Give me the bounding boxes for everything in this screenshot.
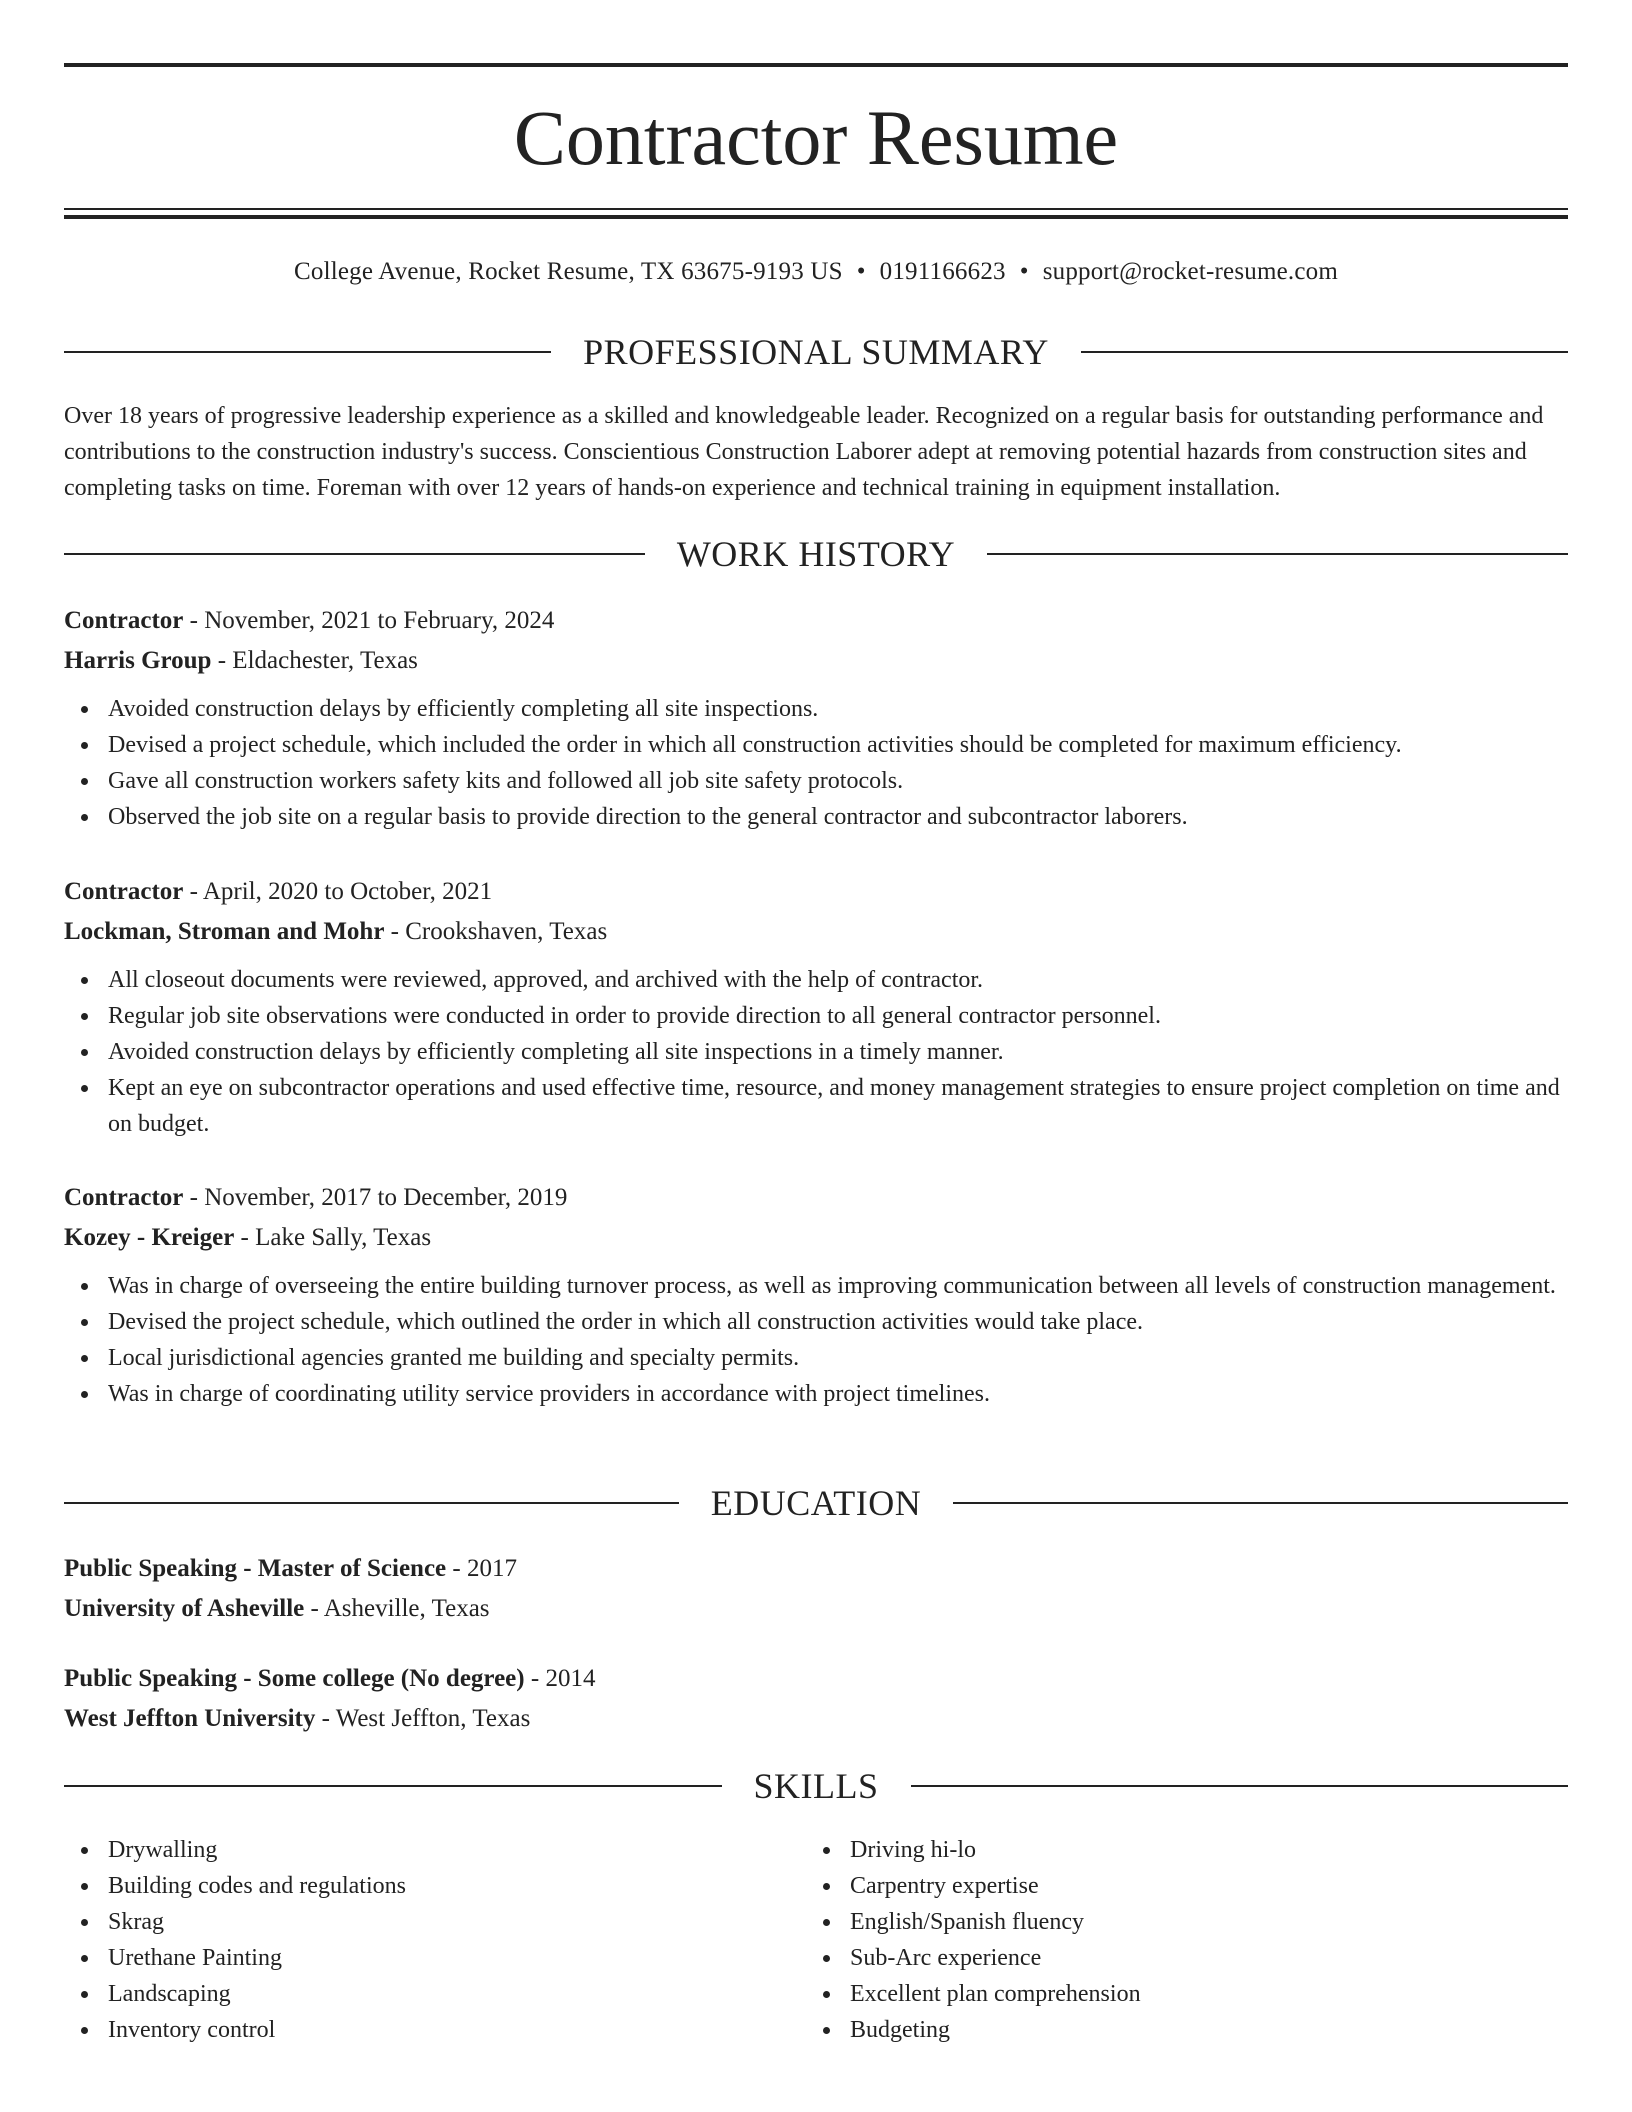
- list-item: Was in charge of coordinating utility service providers in accordance with project timelines.: [108, 1376, 1568, 1412]
- job-title-line: [64, 872, 1568, 912]
- heading-rule-left: [64, 553, 645, 555]
- education-location: Asheville, Texas: [323, 1595, 490, 1622]
- list-item: All closeout documents were reviewed, approved, and archived with the help of contractor.: [108, 962, 1568, 998]
- list-item: Skrag: [108, 1904, 806, 1940]
- summary-heading-text: PROFESSIONAL SUMMARY: [583, 332, 1049, 372]
- job-title: Contractor: [64, 878, 184, 905]
- job-company: Lockman, Stroman and Mohr: [64, 918, 385, 945]
- job-bullets: [64, 1268, 1568, 1412]
- dash: -: [183, 607, 205, 634]
- education-school-line: [64, 1699, 1568, 1739]
- job-bullets: [64, 962, 1568, 1142]
- skills-column-left: [64, 1832, 806, 2048]
- education-degree-line: [64, 1659, 1568, 1699]
- list-item: Devised a project schedule, which included the order in which all construction activities should be completed for maximum efficiency.: [108, 727, 1568, 763]
- contact-phone: 0191166623: [879, 258, 1006, 285]
- education-degree-line: [64, 1549, 1568, 1589]
- education-entry-1: [64, 1549, 1568, 1629]
- work-history-heading: [64, 532, 1568, 576]
- dash: -: [183, 1184, 205, 1211]
- list-item: Budgeting: [850, 2012, 1548, 2048]
- dash: -: [211, 647, 233, 674]
- job-entry-3: [64, 1178, 1568, 1412]
- education-location: West Jeffton, Texas: [335, 1705, 531, 1732]
- education-school-line: [64, 1589, 1568, 1629]
- heading-rule-left: [64, 351, 551, 353]
- list-item: English/Spanish fluency: [850, 1904, 1548, 1940]
- education-heading-text: EDUCATION: [710, 1483, 922, 1523]
- education-degree: Public Speaking - Master of Science: [64, 1555, 447, 1582]
- list-item: Regular job site observations were conducted in order to provide direction to all general contractor personnel.: [108, 998, 1568, 1034]
- job-bullets: [64, 691, 1568, 835]
- job-title-line: [64, 601, 1568, 641]
- dash: -: [234, 1224, 256, 1251]
- job-title: Contractor: [64, 1184, 184, 1211]
- job-location: Eldachester, Texas: [232, 647, 418, 674]
- job-company-line: [64, 641, 1568, 681]
- list-item: Urethane Painting: [108, 1940, 806, 1976]
- heading-rule-right: [987, 553, 1568, 555]
- dash: -: [446, 1555, 467, 1582]
- education-entry-2: [64, 1659, 1568, 1739]
- summary-heading: [64, 330, 1568, 374]
- header-bottom-rule-thin: [64, 208, 1568, 210]
- job-location: Lake Sally, Texas: [255, 1224, 432, 1251]
- job-entry-2: [64, 872, 1568, 1142]
- summary-text: Over 18 years of progressive leadership experience as a skilled and knowledgeable leader. Recognized on a regular basis for outstanding performance and contributions to the construction industry's success. Conscientious Construction Laborer adept at removing potential hazards from construction sites and completing tasks on time. Foreman with over 12 years of hands-on experience and technical training in equipment installation.: [64, 403, 1544, 501]
- education-degree: Public Speaking - Some college (No degree): [64, 1665, 525, 1692]
- heading-rule-right: [953, 1502, 1568, 1504]
- education-heading: [64, 1481, 1568, 1525]
- list-item: Excellent plan comprehension: [850, 1976, 1548, 2012]
- resume-title: Contractor Resume: [513, 94, 1119, 181]
- job-company: Harris Group: [64, 647, 212, 674]
- header-top-rule: [64, 63, 1568, 67]
- dash: -: [384, 918, 406, 945]
- list-item: Gave all construction workers safety kits and followed all job site safety protocols.: [108, 763, 1568, 799]
- heading-rule-left: [64, 1502, 679, 1504]
- list-item: Devised the project schedule, which outlined the order in which all construction activities would take place.: [108, 1304, 1568, 1340]
- contact-line: [64, 254, 1568, 290]
- header-bottom-rule-thick: [64, 215, 1568, 219]
- job-company-line: [64, 1218, 1568, 1258]
- education-school: University of Asheville: [64, 1595, 305, 1622]
- list-item: Avoided construction delays by efficiently completing all site inspections in a timely manner.: [108, 1034, 1568, 1070]
- heading-rule-right: [1081, 351, 1568, 353]
- list-item: Was in charge of overseeing the entire building turnover process, as well as improving communication between all levels of construction management.: [108, 1268, 1568, 1304]
- list-item: Avoided construction delays by efficiently completing all site inspections.: [108, 691, 1568, 727]
- job-dates: November, 2021 to February, 2024: [204, 607, 555, 634]
- education-school: West Jeffton University: [64, 1705, 316, 1732]
- job-location: Crookshaven, Texas: [405, 918, 608, 945]
- job-company-line: [64, 912, 1568, 952]
- list-item: Drywalling: [108, 1832, 806, 1868]
- heading-rule-left: [64, 1785, 722, 1787]
- dash: -: [524, 1665, 546, 1692]
- education-year: 2017: [466, 1555, 517, 1582]
- job-company: Kozey - Kreiger: [64, 1224, 235, 1251]
- skills-heading: [64, 1764, 1568, 1808]
- list-item: Sub-Arc experience: [850, 1940, 1548, 1976]
- job-title-line: [64, 1178, 1568, 1218]
- skills-heading-text: SKILLS: [753, 1766, 879, 1806]
- list-item: Inventory control: [108, 2012, 806, 2048]
- job-dates: November, 2017 to December, 2019: [204, 1184, 568, 1211]
- job-entry-1: [64, 601, 1568, 835]
- contact-address: College Avenue, Rocket Resume, TX 63675-9193 US: [294, 258, 843, 285]
- work-history-heading-text: WORK HISTORY: [676, 534, 956, 574]
- list-item: Kept an eye on subcontractor operations and used effective time, resource, and money management strategies to ensure project completion on time and on budget.: [108, 1070, 1568, 1142]
- dash: -: [183, 878, 203, 905]
- list-item: Local jurisdictional agencies granted me building and specialty permits.: [108, 1340, 1568, 1376]
- dash: -: [315, 1705, 336, 1732]
- contact-separator: •: [856, 258, 866, 285]
- education-year: 2014: [545, 1665, 596, 1692]
- contact-separator: •: [1019, 258, 1029, 285]
- list-item: Landscaping: [108, 1976, 806, 2012]
- contact-email: support@rocket-resume.com: [1042, 258, 1338, 285]
- dash: -: [304, 1595, 324, 1622]
- job-title: Contractor: [64, 607, 184, 634]
- list-item: Carpentry expertise: [850, 1868, 1548, 1904]
- list-item: Building codes and regulations: [108, 1868, 806, 1904]
- job-dates: April, 2020 to October, 2021: [202, 878, 493, 905]
- heading-rule-right: [911, 1785, 1569, 1787]
- list-item: Observed the job site on a regular basis to provide direction to the general contractor and subcontractor laborers.: [108, 799, 1568, 835]
- skills-column-right: [806, 1832, 1548, 2048]
- skills-list: [64, 1832, 1568, 2048]
- list-item: Driving hi-lo: [850, 1832, 1548, 1868]
